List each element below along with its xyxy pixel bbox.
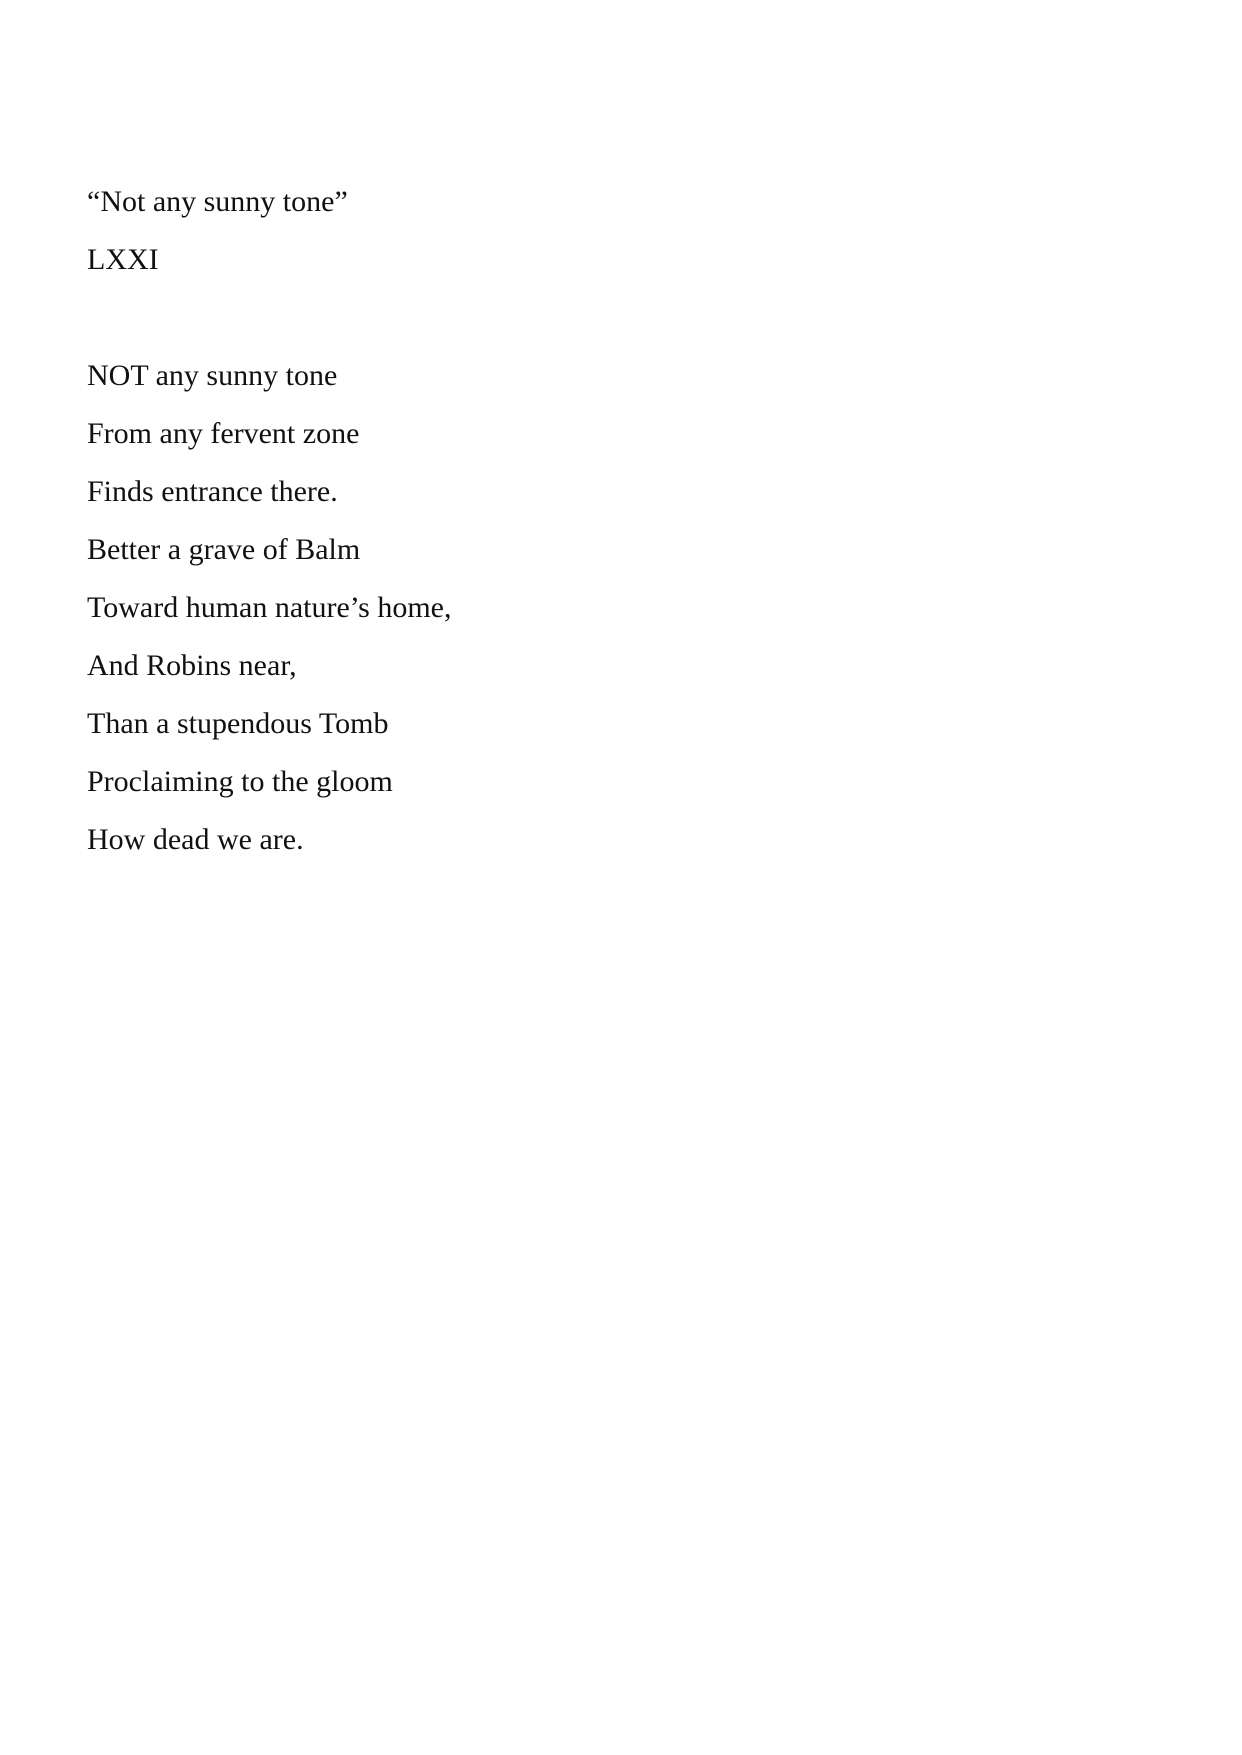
poem-line: Than a stupendous Tomb [87, 707, 389, 740]
poem-line: From any fervent zone [87, 417, 360, 450]
poem-title: “Not any sunny tone” [87, 185, 348, 218]
poem-line: Proclaiming to the gloom [87, 765, 393, 798]
poem-line: Finds entrance there. [87, 475, 338, 508]
poem-number: LXXI [87, 243, 159, 276]
poem-line: And Robins near, [87, 649, 297, 682]
poem-line: Better a grave of Balm [87, 533, 361, 566]
stanza-gap [87, 296, 451, 354]
poem-line: NOT any sunny tone [87, 359, 338, 392]
poem-text-block [87, 180, 451, 876]
poem-line: Toward human nature’s home, [87, 591, 452, 624]
poem-line: How dead we are. [87, 823, 304, 856]
